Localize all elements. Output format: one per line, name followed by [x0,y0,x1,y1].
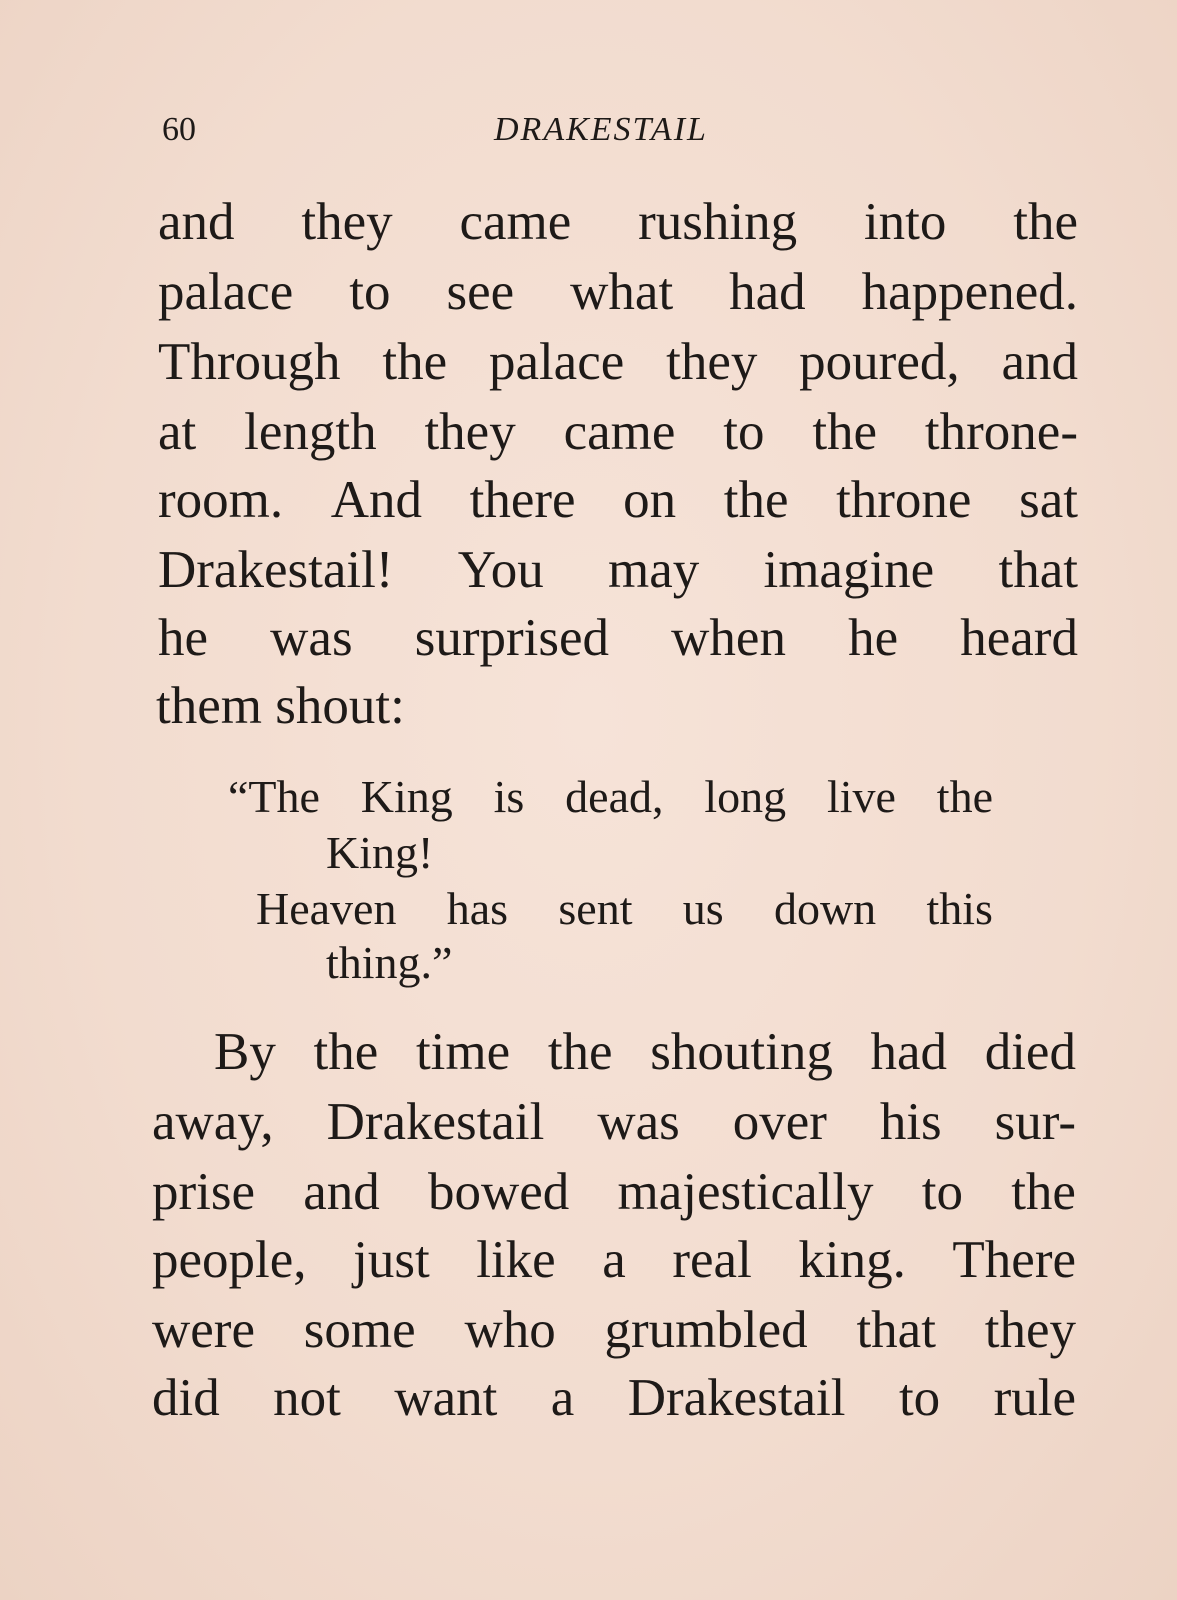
word: and [303,1163,380,1221]
word: sur- [994,1093,1076,1151]
word: want [394,1369,498,1427]
word: grumbled [604,1301,808,1359]
word: not [273,1369,341,1427]
word: away, [152,1093,274,1151]
word: there [469,471,576,529]
word: was [270,609,353,667]
word: to [898,1369,941,1427]
word: You [457,541,544,599]
word: has [446,883,509,934]
word: came [459,193,572,251]
word: just [353,1231,430,1289]
word: imagine [763,541,935,599]
word: the [382,333,448,391]
word: at [158,403,197,461]
word: the [1011,1163,1076,1221]
word: to [349,263,391,321]
word: throne- [924,403,1078,461]
word: Through [158,333,341,391]
word: rushing [638,193,798,251]
word: died [984,1023,1076,1081]
word: and [158,193,235,251]
word: Drakestail [326,1093,545,1151]
word: that [998,541,1078,599]
word: came [563,403,676,461]
word: There [952,1231,1076,1289]
word: what [570,263,674,321]
word: rule [993,1369,1076,1427]
word: room. [158,471,284,529]
word: prise [152,1163,256,1221]
word: long [704,771,787,822]
word: bowed [427,1163,570,1221]
word: King [360,771,453,822]
word: the [313,1023,379,1081]
verse-line-1 [228,770,993,824]
word: they [984,1301,1076,1359]
word: they [301,193,393,251]
word: when [671,609,786,667]
word: to [723,403,765,461]
word: had [870,1023,948,1081]
paragraph-1-line-2 [158,262,1078,322]
word: happened. [861,263,1078,321]
word: “The [228,771,320,822]
word: was [597,1093,680,1151]
paragraph-1-line-3 [158,332,1078,392]
word: palace [488,333,625,391]
word: people, [152,1231,307,1289]
word: Heaven [256,883,397,934]
verse-line-2: King! [326,827,434,878]
word: palace [158,263,294,321]
word: into [863,193,947,251]
word: throne [836,471,972,529]
word: majestically [617,1163,874,1221]
word: they [424,403,516,461]
paragraph-1-line-7 [158,608,1078,668]
word: over [732,1093,827,1151]
word: this [926,883,993,934]
word: the [1013,193,1078,251]
word: may [607,541,700,599]
word: live [826,771,896,822]
word: surprised [414,609,610,667]
paragraph-2-line-5 [152,1300,1076,1360]
word: is [493,771,525,822]
verse-line-3 [256,882,993,936]
word: he [158,609,209,667]
paragraph-2-line-6 [152,1368,1076,1428]
running-head: DRAKESTAIL [494,111,708,148]
word: the [547,1023,613,1081]
verse-line-4: thing.” [326,937,453,988]
word: down [773,883,877,934]
word: some [303,1301,416,1359]
word: a [602,1231,626,1289]
word: like [476,1231,556,1289]
word: the [936,771,993,822]
word: dead, [565,771,664,822]
word: his [879,1093,942,1151]
word: see [446,263,515,321]
word: the [723,471,789,529]
word: that [856,1301,936,1359]
word: did [152,1369,220,1427]
word: And [330,471,422,529]
word: he [848,609,899,667]
word: had [729,263,806,321]
word: heard [960,609,1078,667]
paragraph-2-line-3 [152,1162,1076,1222]
page-number: 60 [162,111,196,148]
word: sat [1019,471,1078,529]
word: shouting [650,1023,833,1081]
word: the [812,403,878,461]
word: length [244,403,377,461]
word: time [415,1023,511,1081]
word: they [666,333,758,391]
paragraph-1-line-1 [158,192,1078,252]
paragraph-1-line-6 [158,540,1078,600]
paragraph-2-line-2 [152,1092,1076,1152]
paragraph-1-line-8: them shout: [156,677,405,735]
word: were [152,1301,255,1359]
word: real [672,1231,752,1289]
paragraph-1-line-4 [158,402,1078,462]
word: to [921,1163,963,1221]
word: Drakestail [627,1369,846,1427]
paragraph-2-line-1 [214,1022,1076,1082]
word: poured, [799,333,960,391]
word: king. [798,1231,906,1289]
paragraph-1-line-5 [158,470,1078,530]
word: us [682,883,724,934]
word: sent [558,883,633,934]
word: on [623,471,677,529]
word: By [214,1023,276,1081]
word: who [464,1301,556,1359]
word: a [550,1369,575,1427]
paragraph-2-line-4 [152,1230,1076,1290]
word: Drakestail! [158,541,394,599]
word: and [1001,333,1078,391]
